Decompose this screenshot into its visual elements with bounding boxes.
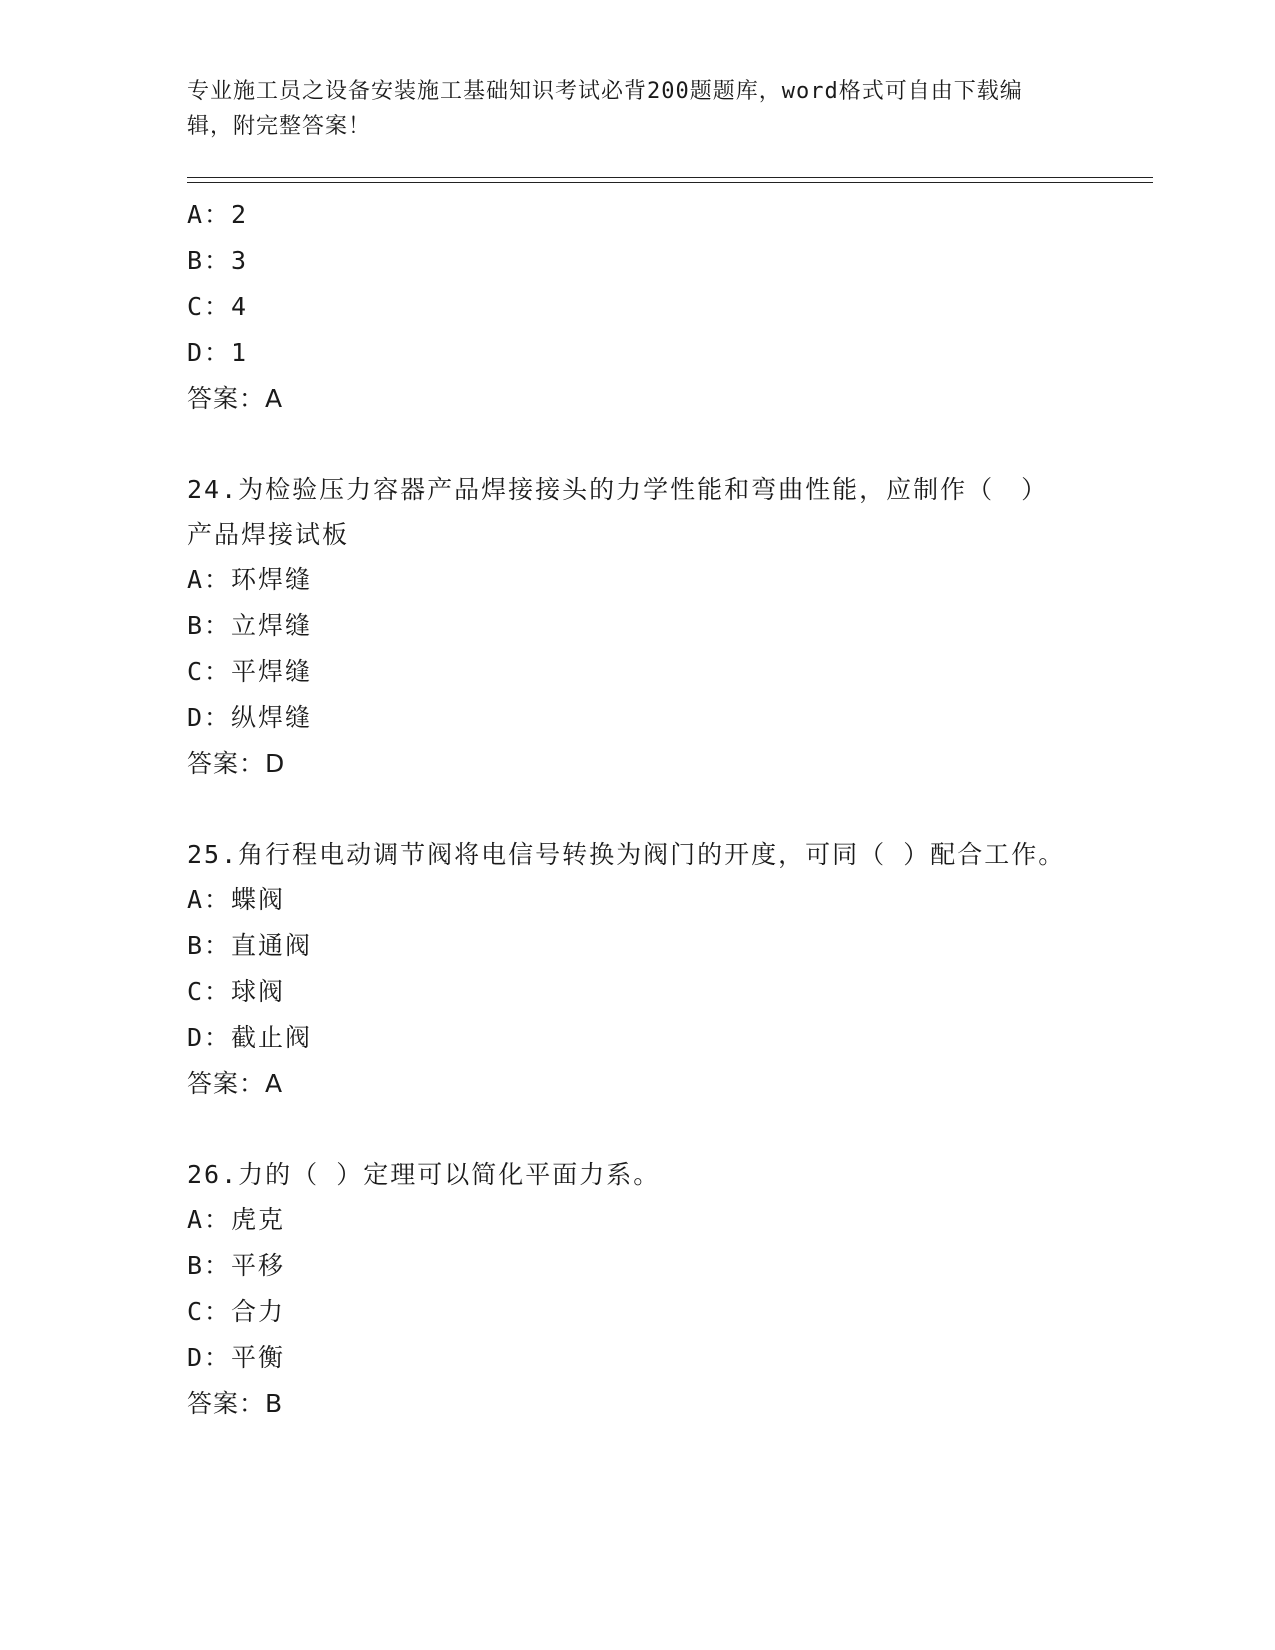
question-block-24	[187, 467, 1067, 787]
question-block-26	[187, 1152, 1067, 1427]
answer-line: 答案：D	[187, 749, 286, 778]
prev-question-block	[187, 192, 1067, 422]
option-b: B：立焊缝	[187, 611, 313, 640]
option-a: A：2	[187, 200, 249, 229]
option-d: D：1	[187, 338, 249, 367]
option-a: A：环焊缝	[187, 565, 313, 594]
question-block-25	[187, 832, 1067, 1107]
option-c: C：平焊缝	[187, 657, 313, 686]
question-text: 25.角行程电动调节阀将电信号转换为阀门的开度，可同（ ）配合工作。	[187, 840, 1066, 869]
option-c: C：合力	[187, 1297, 286, 1326]
option-b: B：3	[187, 246, 249, 275]
document-header: 专业施工员之设备安装施工基础知识考试必背200题题库，word格式可自由下载编辑，附完整答案！	[187, 79, 1023, 139]
question-text: 26.力的（ ）定理可以简化平面力系。	[187, 1160, 661, 1189]
answer-line: 答案：B	[187, 1389, 284, 1418]
option-c: C：球阀	[187, 977, 286, 1006]
option-d: D：平衡	[187, 1343, 286, 1372]
header-rule-top	[187, 177, 1153, 178]
answer-line: 答案：A	[187, 384, 284, 413]
question-list	[187, 192, 1067, 1427]
header-rule-bottom	[187, 182, 1153, 183]
option-a: A：虎克	[187, 1205, 286, 1234]
option-a: A：蝶阀	[187, 885, 286, 914]
answer-line: 答案：A	[187, 1069, 284, 1098]
question-text: 24.为检验压力容器产品焊接接头的力学性能和弯曲性能，应制作（ ）产品焊接试板	[187, 475, 1049, 549]
option-d: D：纵焊缝	[187, 703, 313, 732]
option-c: C：4	[187, 292, 249, 321]
option-b: B：平移	[187, 1251, 286, 1280]
option-b: B：直通阀	[187, 931, 313, 960]
option-d: D：截止阀	[187, 1023, 313, 1052]
